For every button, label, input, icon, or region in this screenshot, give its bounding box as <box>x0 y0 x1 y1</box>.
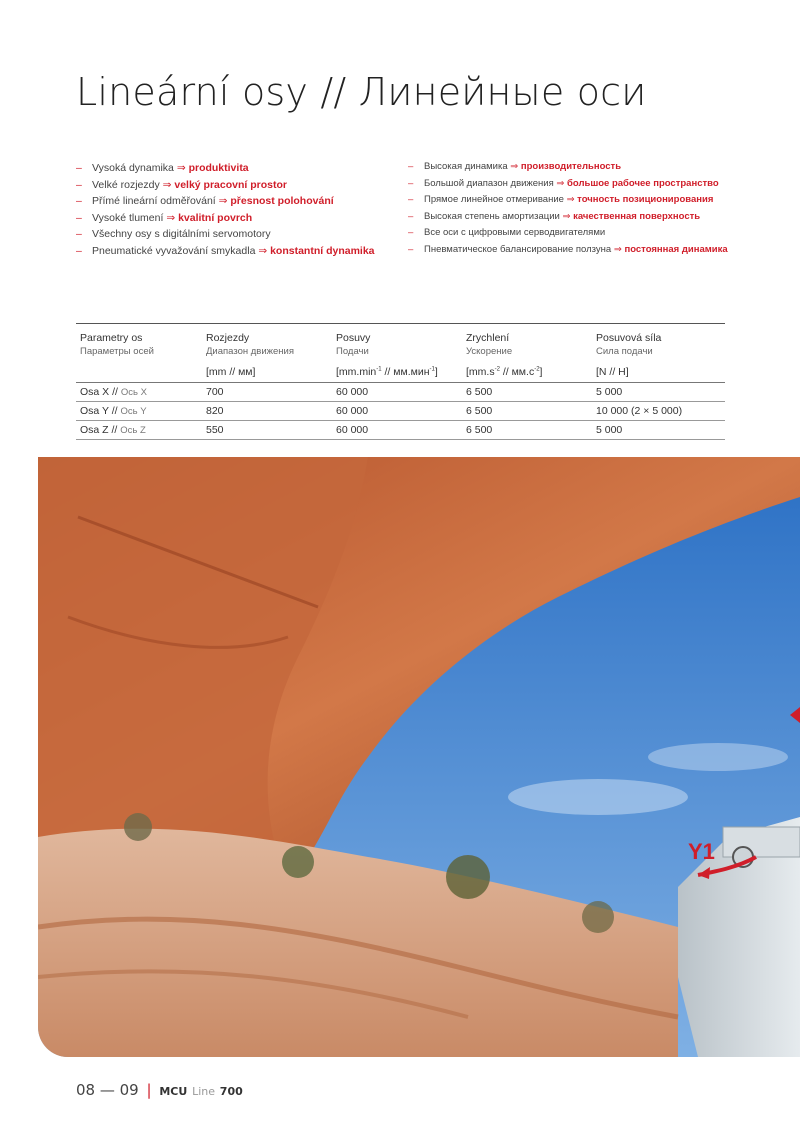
feature-text: Všechny osy s digitálními servomotory <box>92 228 271 240</box>
feature-benefit: přesnost polohování <box>230 195 334 207</box>
value-cell: 700 <box>202 383 332 402</box>
header-cell <box>332 324 462 363</box>
header-ru: Диапазон движения <box>206 346 294 357</box>
feature-text: Высокая степень амортизации <box>424 210 560 222</box>
bullet-dash: – <box>408 210 414 222</box>
shrub <box>282 846 314 878</box>
arrow-icon: ⇒ <box>176 162 186 174</box>
feature-benefit: velký pracovní prostor <box>174 178 287 191</box>
value-cell: 10 000 (2 × 5 000) <box>592 402 725 421</box>
axis-label-ru: Ось X <box>120 387 147 398</box>
feature-benefit: konstantní dynamika <box>270 244 375 257</box>
unit-exponent: -2 <box>534 366 540 373</box>
feature-item <box>408 160 728 174</box>
arrow-icon: ⇒ <box>566 194 575 205</box>
bullet-dash: – <box>76 228 82 240</box>
brand-line: Line <box>192 1085 216 1098</box>
header-cz: Rozjezdy <box>206 332 250 344</box>
bullet-dash: – <box>408 177 414 189</box>
unit-exponent: -1 <box>429 366 435 373</box>
brand-name: MCU <box>159 1085 188 1098</box>
feature-item <box>76 177 396 194</box>
value-cell: 6 500 <box>462 383 592 402</box>
feature-item <box>408 193 728 207</box>
cloud <box>508 779 688 815</box>
features-list-cz <box>76 160 396 259</box>
feature-item <box>408 177 728 191</box>
bullet-dash: – <box>408 243 414 255</box>
axis-label-cz: Osa Z <box>80 424 109 436</box>
unit-cell: $[mm.\min^{-1} // мм.мин^{-1}]$ <box>332 362 462 383</box>
header-cell <box>462 324 592 363</box>
arrow-icon: ⇒ <box>162 178 172 191</box>
arrow-icon: ⇒ <box>258 244 268 257</box>
unit-cell: [N // Н] <box>592 362 725 383</box>
bullet-dash: – <box>76 244 82 257</box>
feature-text: Velké rozjezdy <box>92 178 160 191</box>
feature-benefit: постоянная динамика <box>624 243 728 255</box>
feature-item <box>408 210 728 224</box>
bullet-dash: – <box>408 161 414 172</box>
arrow-icon: ⇒ <box>556 177 565 189</box>
feature-item <box>408 226 728 240</box>
feature-text: Все оси с цифровыми серводвигателями <box>424 227 606 238</box>
bullet-dash: – <box>76 162 82 174</box>
unit-cell: $[mm.s^{-2} // мм.с^{-2}]$ <box>462 362 592 383</box>
header-cz: Zrychlení <box>466 332 510 344</box>
shrub <box>124 813 152 841</box>
feature-text: Высокая динамика <box>424 161 508 172</box>
feature-benefit: качественная поверхность <box>573 210 701 222</box>
bullet-dash: – <box>76 211 82 224</box>
axis-label-cell: Osa Z // Ось Z <box>76 421 202 440</box>
feature-item <box>76 226 396 243</box>
feature-benefit: точность позиционирования <box>577 194 714 205</box>
feature-benefit: большое рабочее пространство <box>567 177 719 189</box>
y1-axis-label: Y1 <box>688 839 715 864</box>
feature-item <box>76 243 396 260</box>
bullet-dash: – <box>408 227 414 238</box>
feature-item <box>76 210 396 227</box>
header-cz: Posuvy <box>336 332 371 344</box>
table-row <box>76 383 725 402</box>
feature-text: Pneumatické vyvažování smykadla <box>92 244 256 257</box>
header-ru: Ускорение <box>466 346 513 357</box>
unit-exponent: -1 <box>376 366 382 373</box>
axis-label-cell: Osa X // Ось X <box>76 383 202 402</box>
bullet-dash: – <box>408 194 414 205</box>
footer-separator: | <box>146 1081 152 1099</box>
feature-item <box>408 243 728 257</box>
feature-text: Большой диапазон движения <box>424 177 554 189</box>
bullet-dash: – <box>76 178 82 191</box>
shrub <box>446 855 490 899</box>
axis-label-ru: Ось Z <box>120 425 146 436</box>
unit-cell: [mm // мм] <box>202 362 332 383</box>
feature-benefit: kvalitní povrch <box>178 211 253 224</box>
header-ru: Подачи <box>336 346 369 357</box>
header-cz: Parametry os <box>80 332 143 344</box>
feature-item <box>76 160 396 177</box>
feature-text: Přímé lineární odměřování <box>92 195 216 207</box>
feature-text: Прямое линейное отмеривание <box>424 194 564 205</box>
axis-label-cz: Osa Y <box>80 405 109 417</box>
axis-label-ru: Ось Y <box>120 406 147 417</box>
header-cell <box>592 324 725 363</box>
shrub <box>582 901 614 933</box>
page-title: Lineární osy // Линейные оси <box>76 70 647 114</box>
value-cell: 550 <box>202 421 332 440</box>
table-header-row <box>76 324 725 363</box>
header-cell <box>76 324 202 363</box>
table-units-row <box>76 362 725 383</box>
header-cell <box>202 324 332 363</box>
page-footer <box>76 1081 243 1099</box>
value-cell: 6 500 <box>462 421 592 440</box>
table-row <box>76 421 725 440</box>
value-cell: 5 000 <box>592 383 725 402</box>
value-cell: 5 000 <box>592 421 725 440</box>
value-cell: 6 500 <box>462 402 592 421</box>
axis-parameters-table <box>76 323 725 440</box>
arrow-icon: ⇒ <box>510 161 519 172</box>
feature-benefit: производительность <box>520 161 622 172</box>
value-cell: 60 000 <box>332 421 462 440</box>
unit-cell <box>76 362 202 383</box>
feature-text: Vysoká dynamika <box>92 162 174 174</box>
brand-model: 700 <box>219 1085 243 1098</box>
header-cz: Posuvová síla <box>596 332 662 344</box>
value-cell: 60 000 <box>332 383 462 402</box>
table-row <box>76 402 725 421</box>
features-list-ru <box>408 160 728 259</box>
header-ru: Параметры осей <box>80 346 154 357</box>
page-numbers: 08 — 09 <box>76 1081 139 1099</box>
rock-arch-photo <box>38 457 800 1057</box>
feature-benefit: produktivita <box>188 162 249 174</box>
bullet-dash: – <box>76 195 82 207</box>
value-cell: 820 <box>202 402 332 421</box>
axis-label-cz: Osa X <box>80 386 110 398</box>
feature-text: Пневматическое балансирование ползуна <box>424 243 612 255</box>
unit-exponent: -2 <box>494 366 500 373</box>
arrow-icon: ⇒ <box>218 195 228 207</box>
arrow-icon: ⇒ <box>562 210 571 222</box>
header-ru: Сила подачи <box>596 346 653 357</box>
cloud <box>648 743 788 771</box>
photo-illustration <box>38 457 800 1057</box>
feature-text: Vysoké tlumení <box>92 211 164 224</box>
arrow-icon: ⇒ <box>166 211 176 224</box>
value-cell: 60 000 <box>332 402 462 421</box>
axis-label-cell: Osa Y // Ось Y <box>76 402 202 421</box>
feature-item <box>76 193 396 210</box>
arrow-icon: ⇒ <box>613 243 622 255</box>
